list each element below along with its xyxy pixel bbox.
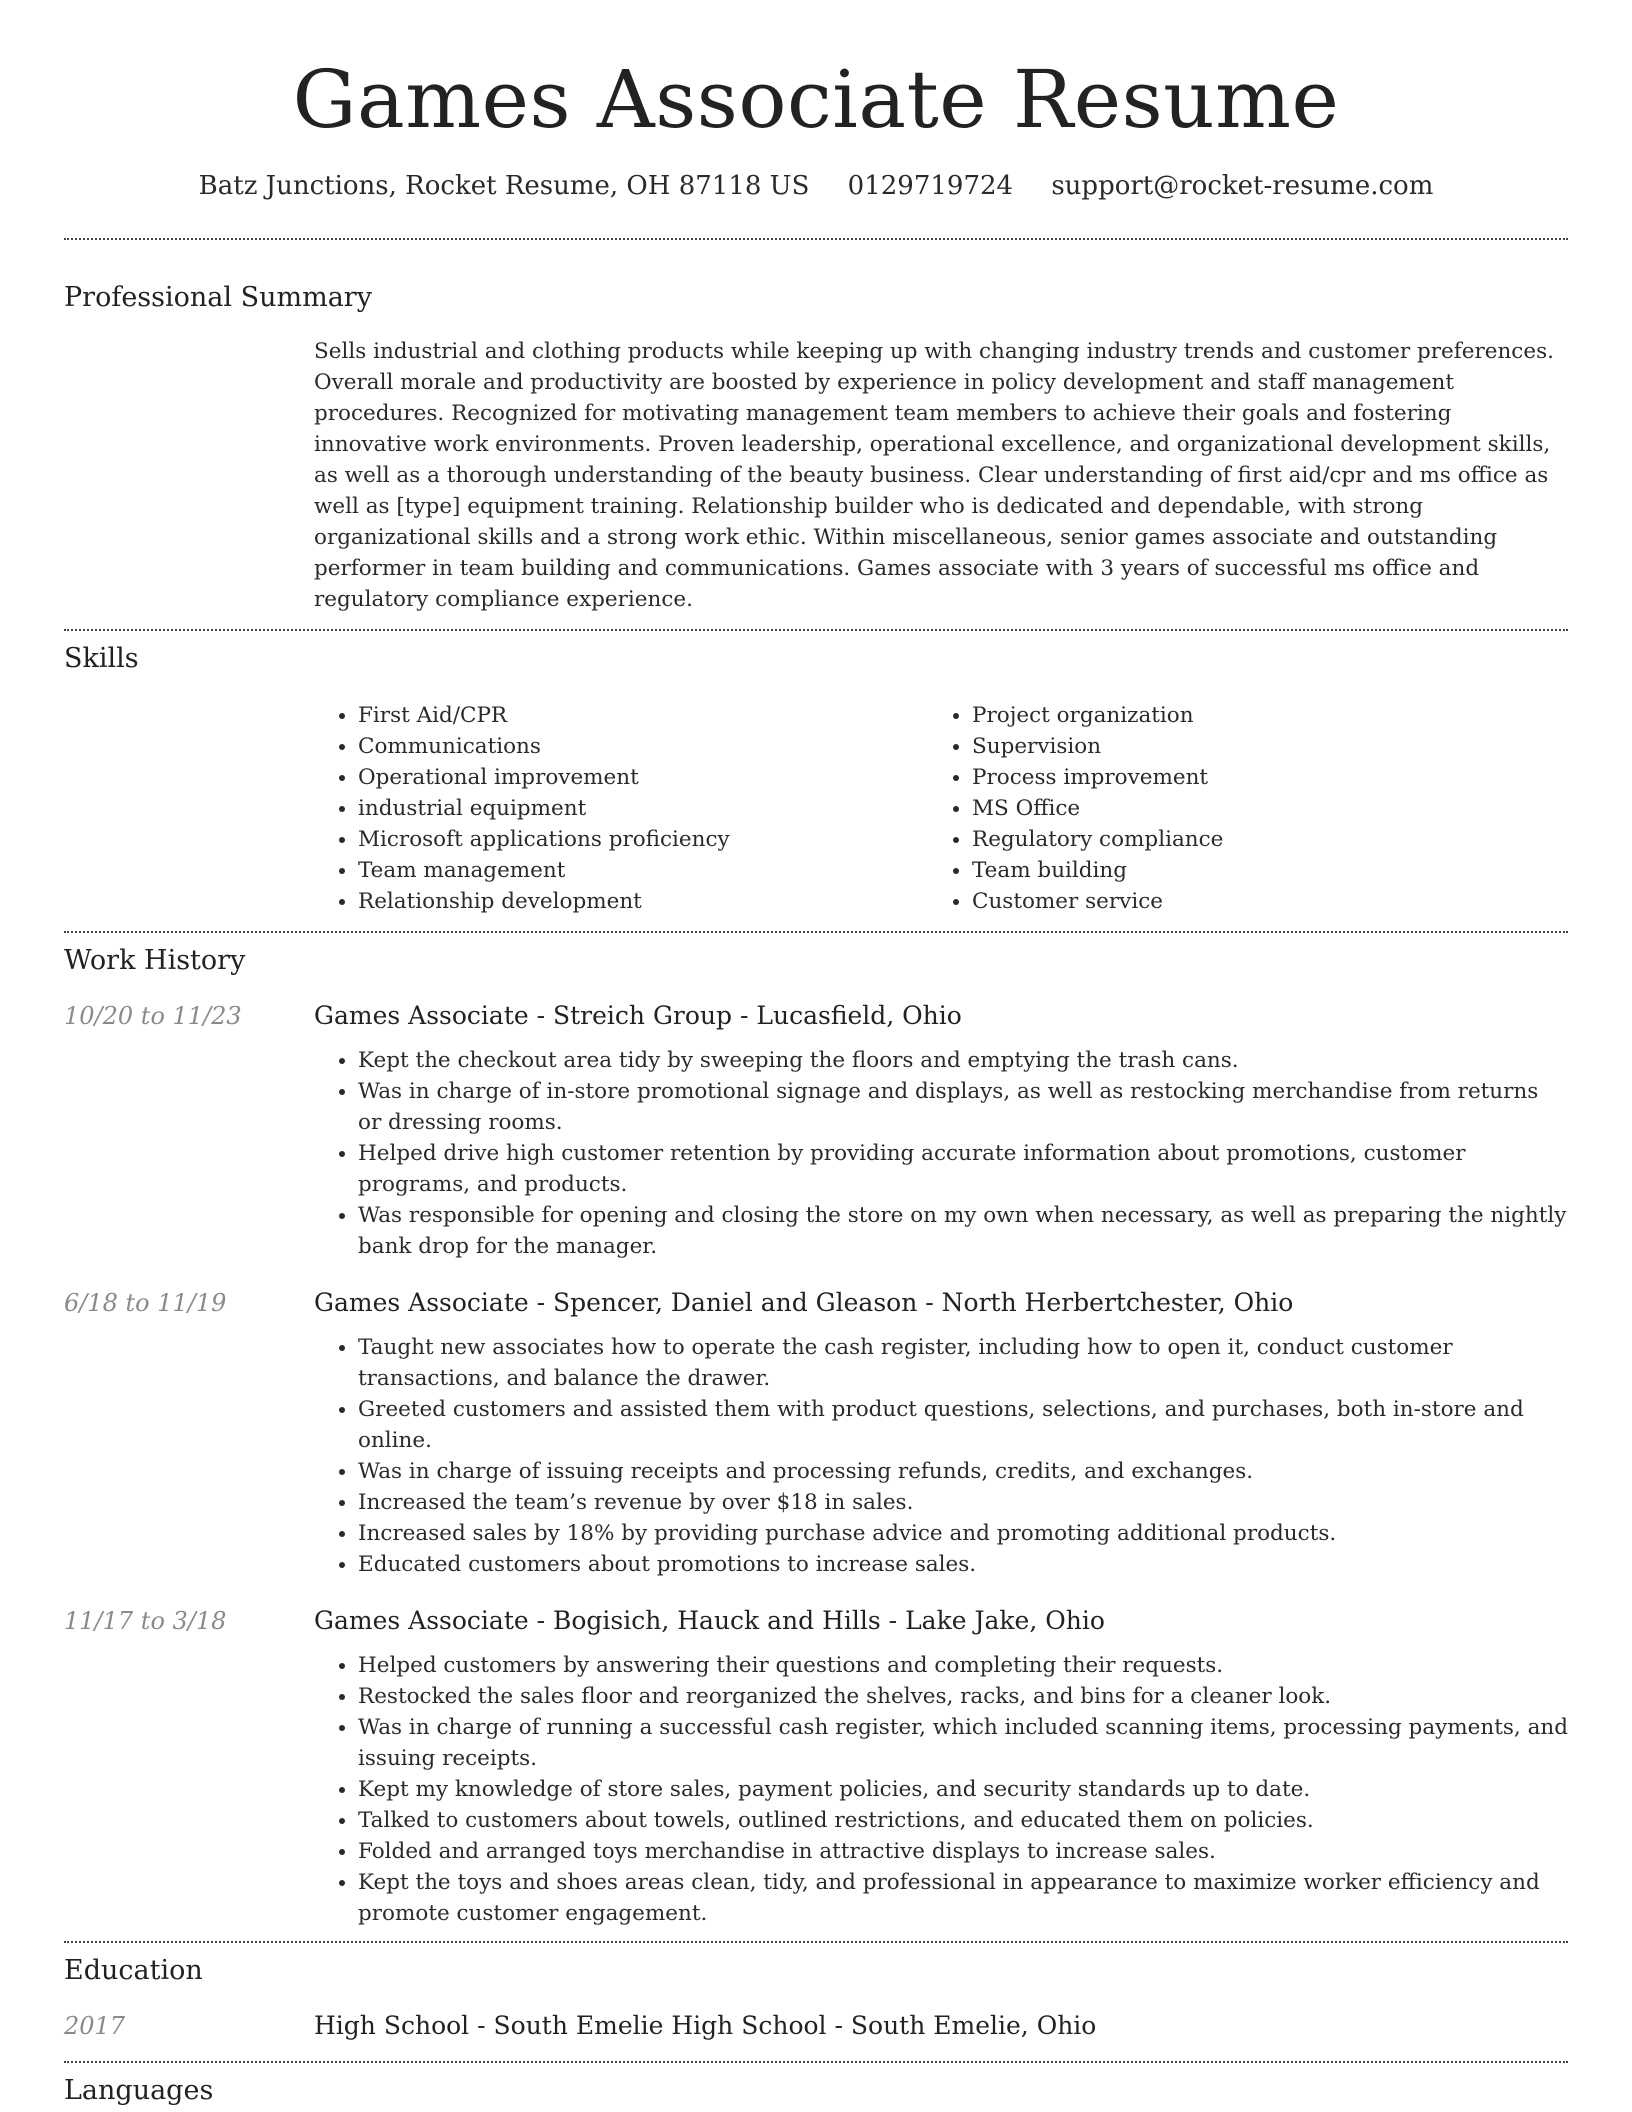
resume-title: Games Associate Resume bbox=[292, 53, 1340, 146]
skill-item: • Communications bbox=[358, 731, 928, 762]
job-bullet: • Was in charge of running a successful cash register, which included scanning items, processing payments, and issuing receipts. bbox=[358, 1712, 1568, 1774]
summary-heading: Professional Summary bbox=[64, 281, 372, 313]
education-entry bbox=[64, 2009, 1568, 2043]
job-body bbox=[314, 1604, 1568, 1941]
job-bullet: • Kept the toys and shoes areas clean, tidy, and professional in appearance to maximize worker efficiency and promote customer engagement. bbox=[358, 1867, 1568, 1929]
job-bullet: • Taught new associates how to operate the cash register, including how to open it, conduct customer transactions, and balance the drawer. bbox=[358, 1332, 1568, 1394]
job-bullet: • Restocked the sales floor and reorganized the shelves, racks, and bins for a cleaner look. bbox=[358, 1681, 1568, 1712]
job-bullet: • Greeted customers and assisted them with product questions, selections, and purchases, both in-store and online. bbox=[358, 1394, 1568, 1456]
skills-heading: Skills bbox=[64, 643, 139, 675]
skill-item: • Operational improvement bbox=[358, 762, 928, 793]
languages-section bbox=[64, 2063, 1568, 2107]
languages-heading: Languages bbox=[64, 2075, 214, 2107]
skill-item: • Microsoft applications proficiency bbox=[358, 824, 928, 855]
contact-phone: 0129719724 bbox=[847, 171, 1014, 201]
job-entry bbox=[64, 1604, 1568, 1941]
contact-address: Batz Junctions, Rocket Resume, OH 87118 US bbox=[198, 171, 810, 201]
skill-item: • Relationship development bbox=[358, 886, 928, 917]
job-bullets bbox=[64, 1045, 1568, 1262]
contact-email: support@rocket-resume.com bbox=[1051, 171, 1434, 201]
job-bullet: • Helped drive high customer retention by providing accurate information about promotions, customer programs, and products. bbox=[358, 1138, 1568, 1200]
job-title: Games Associate - Bogisich, Hauck and Hills - Lake Jake, Ohio bbox=[314, 1605, 1105, 1635]
summary-section bbox=[64, 240, 1568, 615]
job-entry bbox=[64, 1286, 1568, 1580]
job-title: Games Associate - Streich Group - Lucasfield, Ohio bbox=[314, 1000, 962, 1030]
skill-item: • Project organization bbox=[972, 700, 1542, 731]
job-bullet: • Was in charge of issuing receipts and processing refunds, credits, and exchanges. bbox=[358, 1456, 1568, 1487]
job-bullet: • Kept the checkout area tidy by sweeping the floors and emptying the trash cans. bbox=[358, 1045, 1568, 1076]
job-bullet: • Folded and arranged toys merchandise in attractive displays to increase sales. bbox=[358, 1836, 1568, 1867]
summary-text: Sells industrial and clothing products while keeping up with changing industry trends and customer preferences. Overall morale and productivity are boosted by experience in policy development and staff management procedures. Recognized for motivating management team members to achieve their goals and fostering innovative work environments. Proven leadership, operational excellence, and organizational development skills, as well as a thorough understanding of the beauty business. Clear understanding of first aid/cpr and ms office as well as [type] equipment training. Relationship builder who is dedicated and dependable, with strong organizational skills and a strong work ethic. Within miscellaneous, senior games associate and outstanding performer in team building and communications. Games associate with 3 years of successful ms office and regulatory compliance experience. bbox=[314, 339, 1554, 613]
skill-item: • Process improvement bbox=[972, 762, 1542, 793]
education-section bbox=[64, 1943, 1568, 2043]
skill-item: • Regulatory compliance bbox=[972, 824, 1542, 855]
skill-item: • Team building bbox=[972, 855, 1542, 886]
skill-item: • Supervision bbox=[972, 731, 1542, 762]
work-history-heading: Work History bbox=[64, 944, 246, 976]
education-body bbox=[314, 2009, 1568, 2043]
skills-list-right bbox=[928, 700, 1542, 917]
job-dates: 10/20 to 11/23 bbox=[64, 1001, 242, 1030]
job-dates: 11/17 to 3/18 bbox=[64, 1606, 227, 1635]
work-history-section bbox=[64, 933, 1568, 1941]
job-dates: 6/18 to 11/19 bbox=[64, 1288, 227, 1317]
skills-section bbox=[64, 631, 1568, 916]
skill-item: • Customer service bbox=[972, 886, 1542, 917]
skill-item: • First Aid/CPR bbox=[358, 700, 928, 731]
education-year: 2017 bbox=[64, 2012, 126, 2041]
skill-item: • MS Office bbox=[972, 793, 1542, 824]
job-entry bbox=[64, 999, 1568, 1262]
job-body bbox=[314, 1286, 1568, 1580]
job-bullet: • Helped customers by answering their questions and completing their requests. bbox=[358, 1650, 1568, 1681]
job-bullet: • Educated customers about promotions to increase sales. bbox=[358, 1549, 1568, 1580]
skills-columns bbox=[314, 700, 1568, 917]
job-body bbox=[314, 999, 1568, 1262]
job-bullet: • Was responsible for opening and closing the store on my own when necessary, as well as preparing the nightly bank drop for the manager. bbox=[358, 1200, 1568, 1262]
job-bullet: • Kept my knowledge of store sales, payment policies, and security standards up to date. bbox=[358, 1774, 1568, 1805]
job-bullets bbox=[64, 1332, 1568, 1580]
education-heading: Education bbox=[64, 1954, 203, 1986]
contact-line bbox=[64, 170, 1568, 204]
job-bullet: • Was in charge of in-store promotional signage and displays, as well as restocking merchandise from returns or dressing rooms. bbox=[358, 1076, 1568, 1138]
job-title: Games Associate - Spencer, Daniel and Gleason - North Herbertchester, Ohio bbox=[314, 1287, 1294, 1317]
job-bullet: • Talked to customers about towels, outlined restrictions, and educated them on policies. bbox=[358, 1805, 1568, 1836]
job-bullet: • Increased sales by 18% by providing purchase advice and promoting additional products. bbox=[358, 1518, 1568, 1549]
job-bullets bbox=[64, 1650, 1568, 1929]
job-bullet: • Increased the team’s revenue by over $18 in sales. bbox=[358, 1487, 1568, 1518]
skills-list-left bbox=[314, 700, 928, 917]
education-title: High School - South Emelie High School - South Emelie, Ohio bbox=[314, 2011, 1097, 2041]
skill-item: • industrial equipment bbox=[358, 793, 928, 824]
skill-item: • Team management bbox=[358, 855, 928, 886]
